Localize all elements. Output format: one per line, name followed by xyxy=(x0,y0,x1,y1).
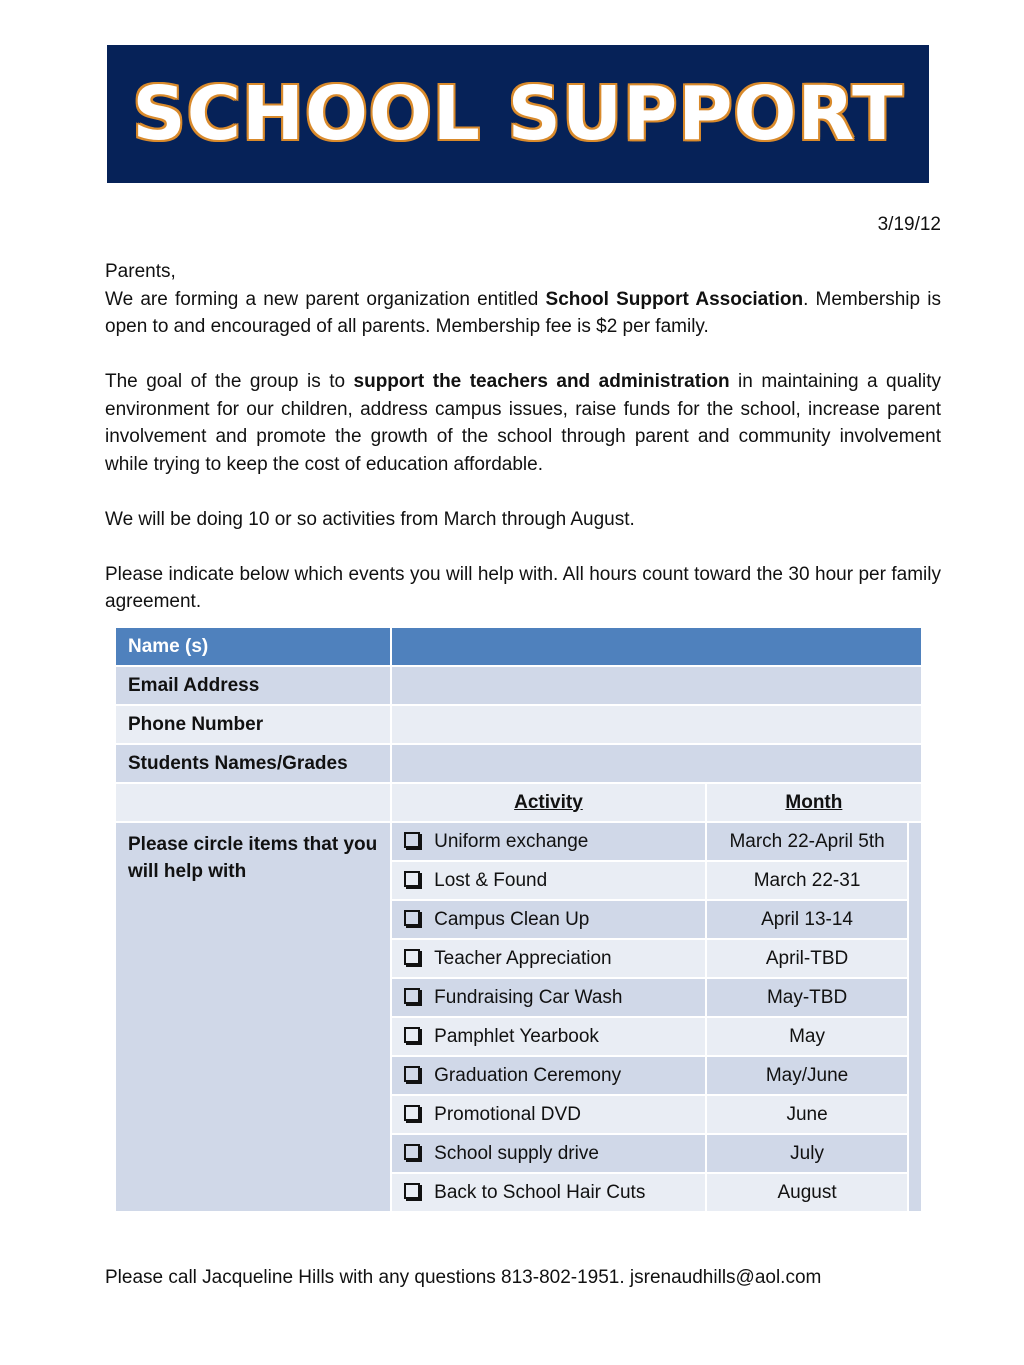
activity-month: April-TBD xyxy=(706,939,909,978)
paragraph-intro xyxy=(105,286,941,341)
activity-month: April 13-14 xyxy=(706,900,909,939)
goal-text-2: in maintaining a quality environment for our children, address campus issues, raise funds for the school, increase parent involvement and promote the growth of the school through parent and community involvement while trying to keep the cost of education affordable. xyxy=(105,371,941,475)
name-row xyxy=(115,627,922,666)
activity-label: Uniform exchange xyxy=(434,830,589,852)
activity-item[interactable] xyxy=(391,1056,706,1095)
activity-item[interactable] xyxy=(391,822,706,861)
letter-date: 3/19/12 xyxy=(877,214,941,235)
activity-label: Pamphlet Yearbook xyxy=(434,1025,599,1047)
right-margin-cell xyxy=(908,822,922,1212)
activity-item[interactable] xyxy=(391,1134,706,1173)
phone-row xyxy=(115,705,922,744)
signup-form-table xyxy=(114,626,923,1213)
activity-label: Back to School Hair Cuts xyxy=(434,1181,646,1203)
activity-month: August xyxy=(706,1173,909,1212)
goal-emphasis: support the teachers and administration xyxy=(353,371,730,392)
intro-text-2: . Membership is open to and encouraged of all parents. Membership fee is $2 per family. xyxy=(105,288,941,337)
checkbox-icon[interactable] xyxy=(404,1105,420,1121)
activity-item[interactable] xyxy=(391,978,706,1017)
checkbox-icon[interactable] xyxy=(404,949,420,965)
paragraph-instructions: Please indicate below which events you will help with. All hours count toward the 30 hour per family agreement. xyxy=(105,563,941,612)
checkbox-icon[interactable] xyxy=(404,832,420,848)
header-spacer xyxy=(115,783,391,822)
activity-label: School supply drive xyxy=(434,1142,599,1164)
goal-text-1: The goal of the group is to xyxy=(105,371,354,392)
activity-month: May xyxy=(706,1017,909,1056)
activity-label: Promotional DVD xyxy=(434,1103,581,1125)
activity-item[interactable] xyxy=(391,1095,706,1134)
phone-field[interactable] xyxy=(391,705,922,744)
activity-month: March 22-April 5th xyxy=(706,822,909,861)
activity-month: May-TBD xyxy=(706,978,909,1017)
intro-text-1: We are forming a new parent organization entitled xyxy=(105,288,546,310)
checkbox-icon[interactable] xyxy=(404,1144,420,1160)
checkbox-icon[interactable] xyxy=(404,1183,420,1199)
activity-item[interactable] xyxy=(391,900,706,939)
students-label: Students Names/Grades xyxy=(115,744,391,783)
activity-label: Fundraising Car Wash xyxy=(434,986,623,1008)
checkbox-icon[interactable] xyxy=(404,910,420,926)
email-label: Email Address xyxy=(115,666,391,705)
students-row xyxy=(115,744,922,783)
students-field[interactable] xyxy=(391,744,922,783)
activity-item[interactable] xyxy=(391,939,706,978)
checkbox-icon[interactable] xyxy=(404,988,420,1004)
name-field[interactable] xyxy=(391,627,922,666)
title-banner xyxy=(107,45,929,183)
activity-header-row xyxy=(115,783,922,822)
activity-label: Graduation Ceremony xyxy=(434,1064,622,1086)
activity-month: July xyxy=(706,1134,909,1173)
checkbox-icon[interactable] xyxy=(404,871,420,887)
activity-row xyxy=(115,822,922,861)
month-column-header: Month xyxy=(706,783,922,822)
email-row xyxy=(115,666,922,705)
activity-label: Teacher Appreciation xyxy=(434,947,612,969)
banner-title: SCHOOL SUPPORT xyxy=(132,71,904,157)
email-field[interactable] xyxy=(391,666,922,705)
phone-label: Phone Number xyxy=(115,705,391,744)
activity-item[interactable] xyxy=(391,1017,706,1056)
activity-label: Campus Clean Up xyxy=(434,908,590,930)
contact-footer: Please call Jacqueline Hills with any questions 813-802-1951. jsrenaudhills@aol.com xyxy=(105,1267,822,1288)
activity-label: Lost & Found xyxy=(434,869,548,891)
paragraph-goal xyxy=(105,368,941,478)
checkbox-icon[interactable] xyxy=(404,1027,420,1043)
greeting: Parents, xyxy=(105,261,176,282)
activity-month: June xyxy=(706,1095,909,1134)
activity-month: March 22-31 xyxy=(706,861,909,900)
paragraph-activities: We will be doing 10 or so activities from March through August. xyxy=(105,508,635,530)
activity-item[interactable] xyxy=(391,1173,706,1212)
organization-name: School Support Association xyxy=(545,288,804,310)
activity-item[interactable] xyxy=(391,861,706,900)
activity-month: May/June xyxy=(706,1056,909,1095)
activity-column-header: Activity xyxy=(391,783,706,822)
checkbox-icon[interactable] xyxy=(404,1066,420,1082)
circle-instructions: Please circle items that you will help with xyxy=(115,822,391,1212)
name-label: Name (s) xyxy=(115,627,391,666)
letter-body xyxy=(105,258,941,616)
